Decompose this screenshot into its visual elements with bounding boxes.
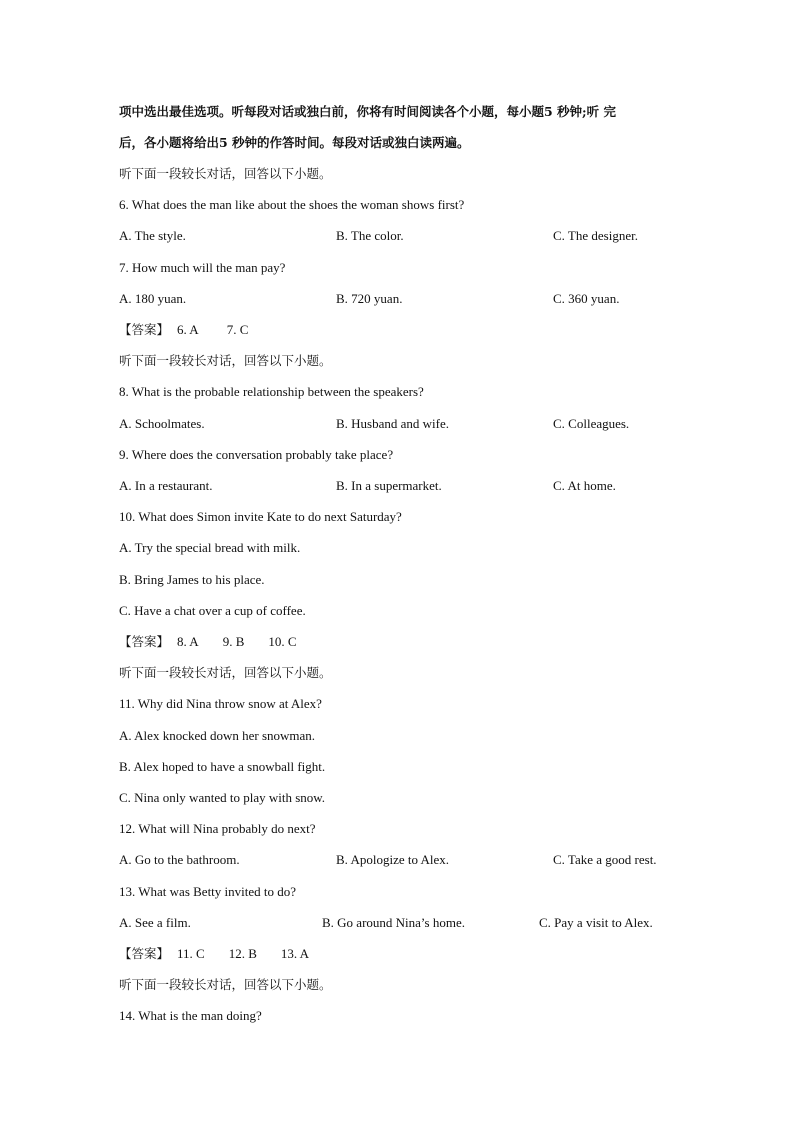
answer-item: 8. A: [177, 634, 199, 649]
option-8-a: A. Schoolmates.: [119, 416, 205, 431]
answer-block-1: [119, 322, 248, 338]
option-10-c: C. Have a chat over a cup of coffee.: [119, 603, 306, 618]
option-6-a: A. The style.: [119, 228, 186, 243]
question-14: 14. What is the man doing?: [119, 1008, 262, 1023]
option-11-c: C. Nina only wanted to play with snow.: [119, 790, 326, 805]
answer-block-2: [119, 634, 297, 650]
option-11-a: A. Alex knocked down her snowman.: [119, 728, 316, 743]
option-6-c: C. The designer.: [553, 228, 638, 243]
intro-line-1: 项中选出最佳选项。听每段对话或独白前，你将有时间阅读各个小题，每小题5 秒钟;听 完: [119, 104, 617, 119]
answer-label: 【答案】: [119, 946, 170, 961]
option-9-a: A. In a restaurant.: [119, 478, 213, 493]
answer-item: 6. A: [177, 322, 199, 337]
answer-item: 13. A: [280, 946, 310, 961]
answer-item: 7. C: [226, 322, 249, 337]
question-10: 10. What does Simon invite Kate to do next Saturday?: [119, 509, 402, 524]
answer-item: 9. B: [222, 634, 245, 649]
question-12: 12. What will Nina probably do next?: [119, 821, 316, 836]
option-7-b: B. 720 yuan.: [336, 291, 403, 306]
option-7-a: A. 180 yuan.: [119, 291, 187, 306]
option-12-c: C. Take a good rest.: [553, 852, 657, 867]
question-8: 8. What is the probable relationship between the speakers?: [119, 384, 424, 399]
answer-label: 【答案】: [119, 322, 170, 337]
option-6-b: B. The color.: [336, 228, 404, 243]
question-13: 13. What was Betty invited to do?: [119, 884, 297, 899]
option-13-c: C. Pay a visit to Alex.: [539, 915, 653, 930]
option-11-b: B. Alex hoped to have a snowball fight.: [119, 759, 326, 774]
section-header: 听下面一段较长对话，回答以下小题。: [119, 665, 332, 680]
option-7-c: C. 360 yuan.: [553, 291, 620, 306]
option-13-a: A. See a film.: [119, 915, 191, 930]
option-9-b: B. In a supermarket.: [336, 478, 442, 493]
question-6: 6. What does the man like about the shoes the woman shows first?: [119, 197, 465, 212]
option-9-c: C. At home.: [553, 478, 616, 493]
option-13-b: B. Go around Nina’s home.: [322, 915, 465, 930]
answer-item: 11. C: [177, 946, 205, 961]
section-header: 听下面一段较长对话，回答以下小题。: [119, 977, 332, 992]
option-10-a: A. Try the special bread with milk.: [119, 540, 301, 555]
answer-block-3: [119, 946, 309, 962]
question-11: 11. Why did Nina throw snow at Alex?: [119, 696, 322, 711]
question-9: 9. Where does the conversation probably take place?: [119, 447, 394, 462]
answer-label: 【答案】: [119, 634, 170, 649]
answer-item: 10. C: [268, 634, 297, 649]
option-10-b: B. Bring James to his place.: [119, 572, 265, 587]
option-8-c: C. Colleagues.: [553, 416, 630, 431]
section-header: 听下面一段较长对话，回答以下小题。: [119, 353, 332, 368]
option-8-b: B. Husband and wife.: [336, 416, 450, 431]
section-header: 听下面一段较长对话，回答以下小题。: [119, 166, 332, 181]
option-12-b: B. Apologize to Alex.: [336, 852, 450, 867]
question-7: 7. How much will the man pay?: [119, 260, 286, 275]
option-12-a: A. Go to the bathroom.: [119, 852, 240, 867]
intro-line-2: 后，各小题将给出5 秒钟的作答时间。每段对话或独白读两遍。: [119, 135, 470, 150]
answer-item: 12. B: [228, 946, 257, 961]
